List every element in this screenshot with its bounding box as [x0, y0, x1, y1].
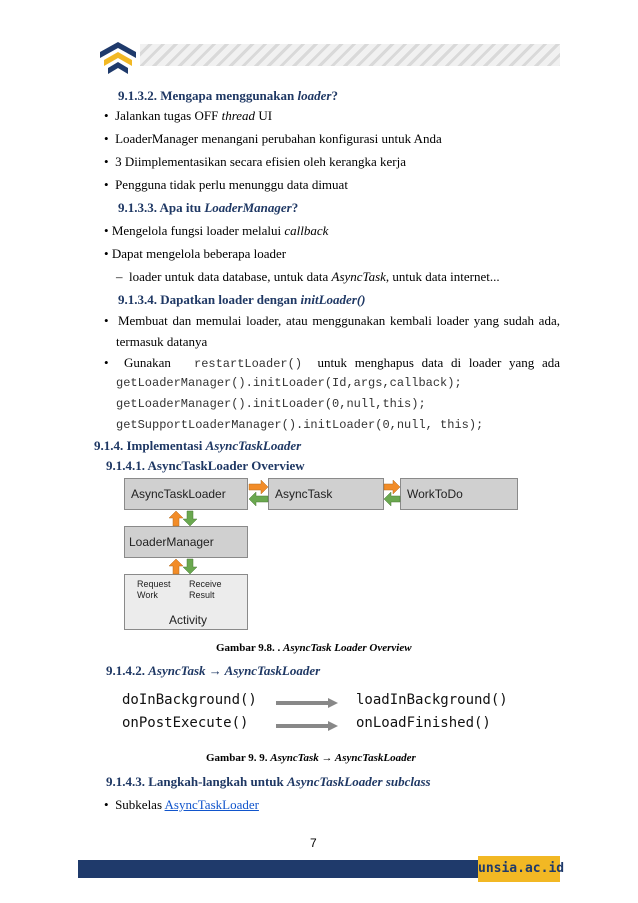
arrow-up-icon	[169, 511, 183, 526]
worktodo-box: WorkToDo	[400, 478, 518, 510]
section-heading-asynctask-to-loader: 9.1.4.2. AsyncTask → AsyncTaskLoader	[106, 663, 321, 678]
method-onpostexecute: onPostExecute()	[122, 715, 249, 731]
arrow-head	[328, 698, 338, 708]
asynctask-box: AsyncTask	[268, 478, 384, 510]
list-item: • Membuat dan memulai loader, atau menggunakan kembali loader yang sudah ada,	[104, 313, 560, 328]
list-item: • LoaderManager menangani perubahan konfigurasi untuk Anda	[104, 131, 442, 146]
code-line: getSupportLoaderManager().initLoader(0,null, this);	[116, 418, 484, 432]
arrow-head	[328, 721, 338, 731]
list-item: • Subkelas AsyncTaskLoader	[104, 797, 259, 812]
list-item: • Gunakan restartLoader() untuk menghapus data di loader yang ada	[104, 355, 561, 371]
method-loadinbackground: loadInBackground()	[356, 692, 508, 708]
activity-label: Activity	[169, 613, 208, 627]
list-item: • Pengguna tidak perlu menunggu data dimuat	[104, 177, 348, 192]
arrow-left-icon	[249, 492, 268, 506]
section-heading-mengapa-loader: 9.1.3.2. Mengapa menggunakan loader?	[118, 88, 338, 103]
arrow-right-icon	[249, 480, 268, 494]
loadermanager-box: LoaderManager	[124, 526, 248, 558]
section-heading-langkah-langkah: 9.1.4.3. Langkah-langkah untuk AsyncTaskLoader subclass	[106, 774, 431, 789]
arrow-left-icon	[384, 492, 400, 506]
list-item: • Jalankan tugas OFF thread UI	[104, 108, 273, 123]
section-heading-apa-itu-loadermanager: 9.1.3.3. Apa itu LoaderManager?	[118, 200, 299, 215]
sub-list-item: – loader untuk data database, untuk data AsyncTask, untuk data internet...	[116, 269, 500, 284]
page-number: 7	[310, 836, 317, 850]
footer-bar	[78, 860, 478, 878]
footer-site-tag: unsia.ac.id	[478, 856, 560, 882]
arrow-down-icon	[183, 559, 197, 574]
list-item: • Dapat mengelola beberapa loader	[104, 246, 287, 261]
arrow-up-icon	[169, 559, 183, 574]
request-work-label: Request Work	[137, 579, 171, 600]
arrow-down-icon	[183, 511, 197, 526]
code-line: getLoaderManager().initLoader(0,null,this);	[116, 397, 426, 411]
code-line: getLoaderManager().initLoader(Id,args,callback);	[116, 376, 462, 390]
figure-caption: Gambar 9. 9. AsyncTask → AsyncTaskLoader	[206, 752, 416, 764]
method-onloadfinished: onLoadFinished()	[356, 715, 491, 731]
figure-caption: Gambar 9.8. . AsyncTask Loader Overview	[216, 642, 412, 654]
asynctaskloader-link[interactable]: AsyncTaskLoader	[164, 797, 259, 812]
section-heading-overview: 9.1.4.1. AsyncTaskLoader Overview	[106, 458, 305, 473]
section-heading-initloader: 9.1.3.4. Dapatkan loader dengan initLoader()	[118, 292, 366, 307]
receive-result-label: Receive Result	[189, 579, 222, 600]
list-item: • Mengelola fungsi loader melalui callback	[104, 223, 329, 238]
section-heading-implementasi: 9.1.4. Implementasi AsyncTaskLoader	[94, 438, 302, 453]
arrow-right-icon	[384, 480, 400, 494]
method-doinbackground: doInBackground()	[122, 692, 257, 708]
list-item: • 3 Diimplementasikan secara efisien oleh kerangka kerja	[104, 154, 406, 169]
asynctaskloader-box: AsyncTaskLoader	[124, 478, 248, 510]
list-item-continuation: termasuk datanya	[116, 334, 208, 349]
